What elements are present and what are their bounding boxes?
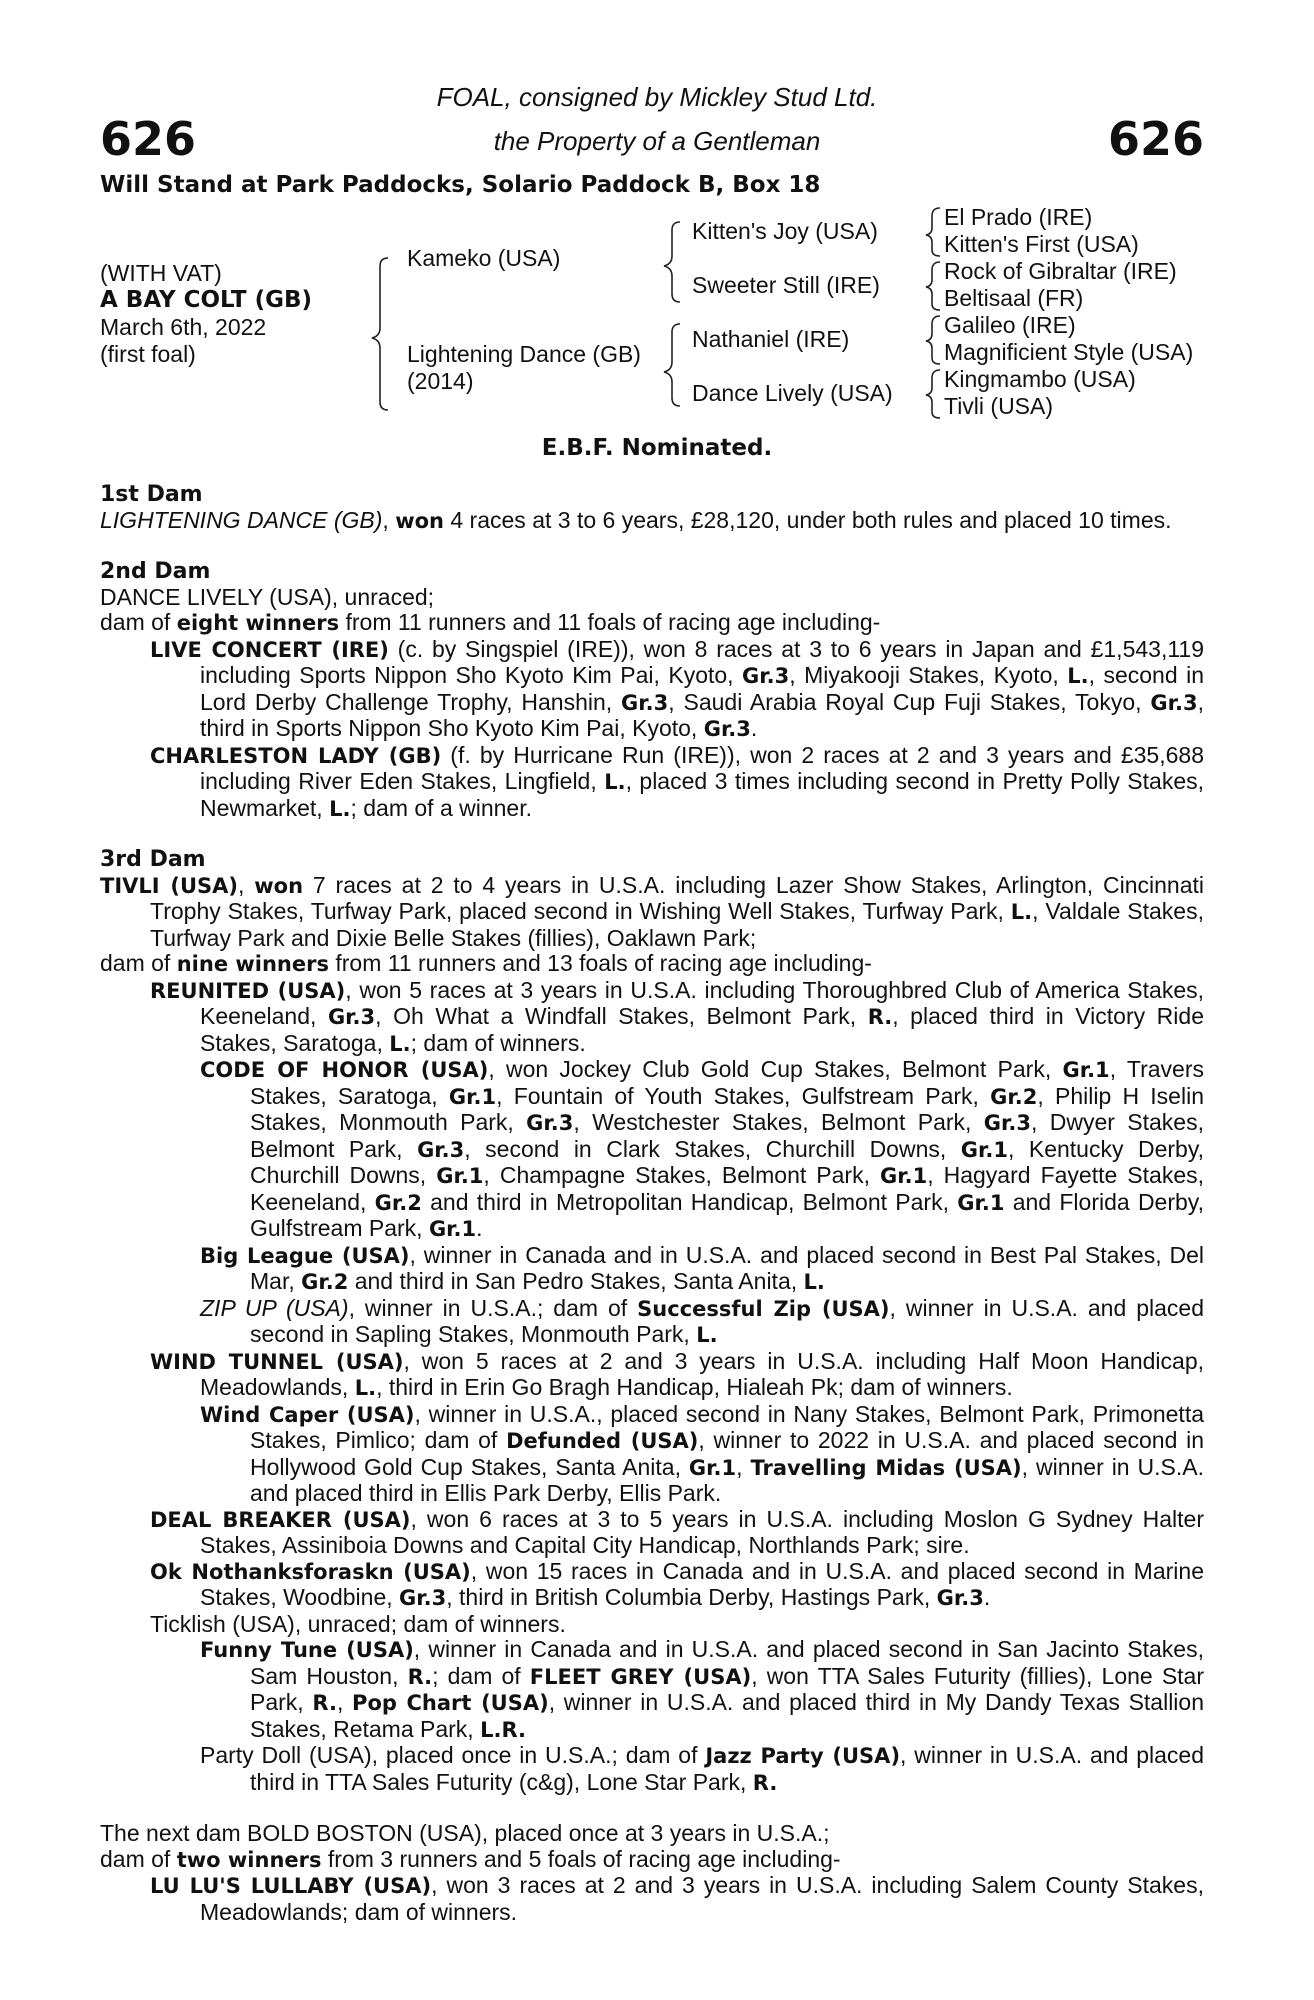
produce-entry: CODE OF HONOR (USA), won Jockey Club Gold Cup Stakes, Belmont Park, Gr.1, Travers Stakes, Saratoga, Gr.1, Fountain of Youth Stakes, Gulfstream Park, Gr.2, Philip H Iselin Stakes, Monmouth Park, Gr.3, Westchester Stakes, Belmont Park, Gr.3, Dwyer Stakes, Belmont Park, Gr.3, second in Clark Stakes, Churchill Downs, Gr.1, Kentucky Derby, Churchill Downs, Gr.1, Champagne Stakes, Belmont Park, Gr.1, Hagyard Fayette Stakes, Keeneland, Gr.2 and third in Metropolitan Handicap, Belmont Park, Gr.1 and Florida Derby, Gulfstream Park, Gr.1. <box>200 1056 1205 1241</box>
dam: Lightening Dance (GB) <box>407 341 641 367</box>
next-dam-entry: The next dam BOLD BOSTON (USA), placed once at 3 years in U.S.A.; <box>100 1820 830 1846</box>
sire-sire: Kitten's Joy (USA) <box>692 218 878 244</box>
produce-entry: LU LU'S LULLABY (USA), won 3 races at 2 and 3 years in U.S.A. including Salem County Stakes, Meadowlands; dam of winners. <box>150 1872 1204 1925</box>
section-heading-1st-dam: 1st Dam <box>100 482 203 507</box>
second-dam-entry: DANCE LIVELY (USA), unraced; <box>100 583 435 610</box>
catalogue-body <box>100 482 1204 1925</box>
gg-3: Rock of Gibraltar (IRE) <box>944 258 1177 284</box>
consignor-line: FOAL, consigned by Mickley Stud Ltd. <box>436 82 878 112</box>
produce-entry: Ok Nothanksforaskn (USA), won 15 races in Canada and in U.S.A. and placed second in Marine Stakes, Woodbine, Gr.3, third in British Columbia Derby, Hastings Park, Gr.3. <box>150 1557 1204 1610</box>
lot-number-right: 626 <box>1107 112 1204 166</box>
produce-entry: Funny Tune (USA), winner in Canada and in U.S.A. and placed second in San Jacinto Stakes, Sam Houston, R.; dam of FLEET GREY (USA), won TTA Sales Futurity (fillies), Lone Star Park, R., Pop Chart (USA), winner in U.S.A. and placed third in My Dandy Texas Stallion Stakes, Retama Park, L.R. <box>200 1636 1205 1742</box>
dam-sire: Nathaniel (IRE) <box>692 326 850 352</box>
sire-dam: Sweeter Still (IRE) <box>692 272 880 298</box>
produce-entry: Party Doll (USA), placed once in U.S.A.; dam of Jazz Party (USA), winner in U.S.A. and placed third in TTA Sales Futurity (c&g), Lone Star Park, R. <box>200 1742 1204 1795</box>
section-heading-3rd-dam: 3rd Dam <box>100 847 206 872</box>
gg-7: Kingmambo (USA) <box>944 366 1136 392</box>
produce-entry: Wind Caper (USA), winner in U.S.A., placed second in Nany Stakes, Belmont Park, Primonetta Stakes, Pimlico; dam of Defunded (USA), winner to 2022 in U.S.A. and placed second in Hollywood Gold Cup Stakes, Santa Anita, Gr.1, Travelling Midas (USA), winner in U.S.A. and placed third in Ellis Park Derby, Ellis Park. <box>200 1400 1205 1506</box>
first-dam-entry: LIGHTENING DANCE (GB), won 4 races at 3 to 6 years, £28,120, under both rules and placed 10 times. <box>100 506 1172 533</box>
produce-entry: DEAL BREAKER (USA), won 6 races at 3 to 5 years in U.S.A. including Moslon G Sydney Halter Stakes, Assiniboia Downs and Capital City Handicap, Northlands Park; sire. <box>150 1505 1204 1558</box>
lot-name: A BAY COLT (GB) <box>100 287 313 313</box>
dam-year: (2014) <box>407 368 474 394</box>
gg-5: Galileo (IRE) <box>944 312 1076 338</box>
lot-number-left: 626 <box>100 112 197 166</box>
property-line: the Property of a Gentleman <box>493 126 821 156</box>
gg-4: Beltisaal (FR) <box>944 285 1084 311</box>
ebf-nominated: E.B.F. Nominated. <box>541 435 773 461</box>
next-dam-produce: dam of two winners from 3 runners and 5 foals of racing age including- <box>100 1845 841 1872</box>
sire: Kameko (USA) <box>407 245 561 271</box>
gg-1: El Prado (IRE) <box>944 204 1093 230</box>
gg-6: Magnificient Style (USA) <box>944 339 1194 365</box>
stand-location: Will Stand at Park Paddocks, Solario Paddock B, Box 18 <box>100 172 821 198</box>
produce-entry: WIND TUNNEL (USA), won 5 races at 2 and 3 years in U.S.A. including Half Moon Handicap, Meadowlands, L., third in Erin Go Bragh Handicap, Hialeah Pk; dam of winners. <box>150 1347 1205 1400</box>
date-of-birth: March 6th, 2022 <box>100 314 267 340</box>
produce-entry: REUNITED (USA), won 5 races at 3 years in U.S.A. including Thoroughbred Club of America Stakes, Keeneland, Gr.3, Oh What a Windfall Stakes, Belmont Park, R., placed third in Victory Ride Stakes, Saratoga, L.; dam of winners. <box>150 976 1204 1056</box>
produce-entry: ZIP UP (USA), winner in U.S.A.; dam of Successful Zip (USA), winner in U.S.A. and placed second in Sapling Stakes, Monmouth Park, L. <box>200 1294 1205 1347</box>
vat-note: (WITH VAT) <box>100 260 222 286</box>
foal-note: (first foal) <box>100 341 196 367</box>
gg-8: Tivli (USA) <box>944 393 1054 419</box>
dam-dam: Dance Lively (USA) <box>692 380 893 406</box>
produce-entry: CHARLESTON LADY (GB) (f. by Hurricane Run (IRE)), won 2 races at 2 and 3 years and £35,688 including River Eden Stakes, Lingfield, L., placed 3 times including second in Pretty Polly Stakes, Newmarket, L.; dam of a winner. <box>150 741 1204 821</box>
gg-2: Kitten's First (USA) <box>944 231 1139 257</box>
third-dam-produce: dam of nine winners from 11 runners and 13 foals of racing age including- <box>100 950 872 976</box>
third-dam-entry: TIVLI (USA), won 7 races at 2 to 4 years in U.S.A. including Lazer Show Stakes, Arlington, Cincinnati Trophy Stakes, Turfway Park, placed second in Wishing Well Stakes, Turfway Park, L., Valdale Stakes, Turfway Park and Dixie Belle Stakes (fillies), Oaklawn Park; <box>100 871 1205 951</box>
second-dam-produce: dam of eight winners from 11 runners and 11 foals of racing age including- <box>100 609 881 635</box>
section-heading-2nd-dam: 2nd Dam <box>100 559 211 584</box>
produce-entry: Big League (USA), winner in Canada and in U.S.A. and placed second in Best Pal Stakes, Del Mar, Gr.2 and third in San Pedro Stakes, Santa Anita, L. <box>200 1241 1204 1294</box>
produce-entry: LIVE CONCERT (IRE) (c. by Singspiel (IRE)), won 8 races at 3 to 6 years in Japan and £1,543,119 including Sports Nippon Sho Kyoto Kim Pai, Kyoto, Gr.3, Miyakooji Stakes, Kyoto, L., second in Lord Derby Challenge Trophy, Hanshin, Gr.3, Saudi Arabia Royal Cup Fuji Stakes, Tokyo, Gr.3, third in Sports Nippon Sho Kyoto Kim Pai, Kyoto, Gr.3. <box>150 635 1205 741</box>
produce-entry: Ticklish (USA), unraced; dam of winners. <box>150 1610 566 1637</box>
